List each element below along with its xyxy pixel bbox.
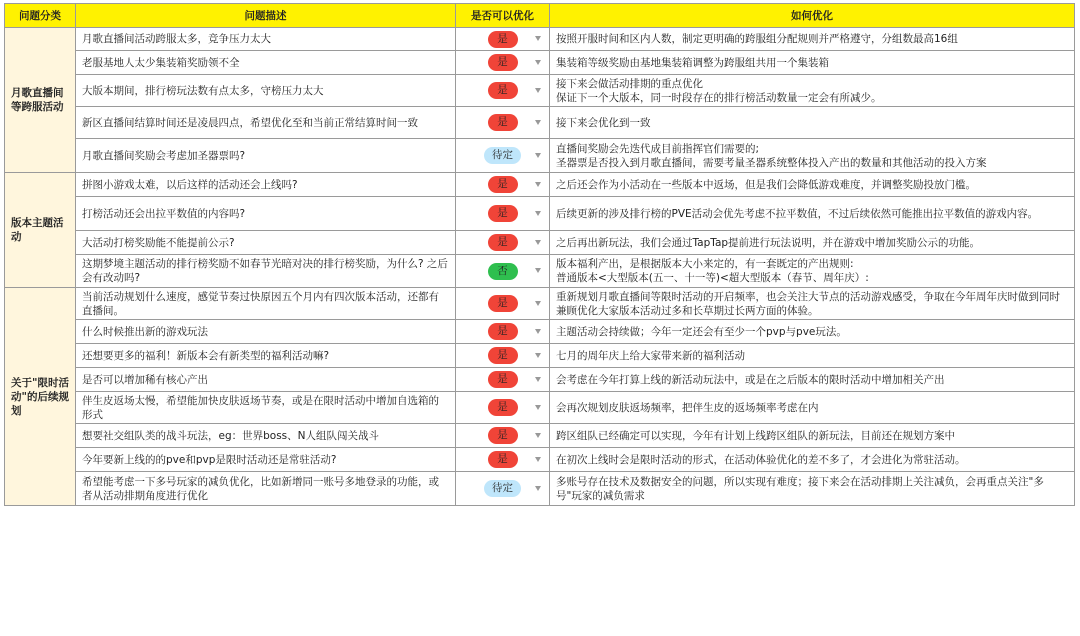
description-cell[interactable]: 还想要更多的福利！新版本会有新类型的福利活动嘛? bbox=[76, 344, 456, 368]
optimizable-dropdown[interactable] bbox=[456, 320, 550, 344]
category-cell[interactable]: 版本主题活动 bbox=[5, 173, 76, 288]
table-row bbox=[5, 231, 1075, 255]
table-row bbox=[5, 288, 1075, 320]
description-cell[interactable]: 想要社交组队类的战斗玩法，eg：世界boss、N人组队闯关战斗 bbox=[76, 424, 456, 448]
description-cell[interactable]: 月歌直播间奖励会考虑加圣器票吗? bbox=[76, 139, 456, 173]
table-row bbox=[5, 51, 1075, 75]
optimizable-dropdown[interactable] bbox=[456, 197, 550, 231]
chevron-down-icon[interactable] bbox=[535, 433, 541, 438]
table-row bbox=[5, 197, 1075, 231]
chevron-down-icon[interactable] bbox=[535, 353, 541, 358]
description-cell[interactable]: 大活动打榜奖励能不能提前公示? bbox=[76, 231, 456, 255]
header-description[interactable]: 问题描述 bbox=[76, 4, 456, 28]
status-badge: 是 bbox=[488, 31, 518, 48]
solution-cell[interactable]: 之后还会作为小活动在一些版本中返场，但是我们会降低游戏难度，并调整奖励投放门槛。 bbox=[550, 173, 1075, 197]
solution-cell[interactable]: 跨区组队已经确定可以实现，今年有计划上线跨区组队的新玩法，目前还在规划方案中 bbox=[550, 424, 1075, 448]
table-row bbox=[5, 28, 1075, 51]
status-badge: 否 bbox=[488, 263, 518, 280]
description-cell[interactable]: 什么时候推出新的游戏玩法 bbox=[76, 320, 456, 344]
solution-cell[interactable]: 主题活动会持续做；今年一定还会有至少一个pvp与pve玩法。 bbox=[550, 320, 1075, 344]
solution-cell[interactable]: 在初次上线时会是限时活动的形式，在活动体验优化的差不多了，才会进化为常驻活动。 bbox=[550, 448, 1075, 472]
description-cell[interactable]: 老服基地人太少集装箱奖励领不全 bbox=[76, 51, 456, 75]
status-badge: 是 bbox=[488, 205, 518, 222]
chevron-down-icon[interactable] bbox=[535, 60, 541, 65]
solution-cell[interactable]: 接下来会做活动排期的重点优化 保证下一个大版本，同一时段存在的排行榜活动数量一定会有所减少。 bbox=[550, 75, 1075, 107]
table-row bbox=[5, 139, 1075, 173]
optimizable-dropdown[interactable] bbox=[456, 75, 550, 107]
chevron-down-icon[interactable] bbox=[535, 405, 541, 410]
chevron-down-icon[interactable] bbox=[535, 240, 541, 245]
status-badge: 是 bbox=[488, 323, 518, 340]
chevron-down-icon[interactable] bbox=[535, 120, 541, 125]
optimizable-dropdown[interactable] bbox=[456, 139, 550, 173]
description-cell[interactable]: 伴生皮返场太慢，希望能加快皮肤返场节奏，或是在限时活动中增加自选箱的形式 bbox=[76, 392, 456, 424]
optimizable-dropdown[interactable] bbox=[456, 255, 550, 288]
chevron-down-icon[interactable] bbox=[535, 268, 541, 273]
solution-cell[interactable]: 会再次规划皮肤返场频率，把伴生皮的返场频率考虑在内 bbox=[550, 392, 1075, 424]
optimizable-dropdown[interactable] bbox=[456, 107, 550, 139]
status-badge: 是 bbox=[488, 114, 518, 131]
description-cell[interactable]: 希望能考虑一下多号玩家的减负优化，比如新增同一账号多地登录的功能，或者从活动排期角度进行优化 bbox=[76, 472, 456, 506]
status-badge: 是 bbox=[488, 371, 518, 388]
header-category[interactable]: 问题分类 bbox=[5, 4, 76, 28]
description-cell[interactable]: 拼图小游戏太难，以后这样的活动还会上线吗? bbox=[76, 173, 456, 197]
optimizable-dropdown[interactable] bbox=[456, 392, 550, 424]
table-row bbox=[5, 448, 1075, 472]
optimizable-dropdown[interactable] bbox=[456, 51, 550, 75]
optimizable-dropdown[interactable] bbox=[456, 424, 550, 448]
description-cell[interactable]: 今年要新上线的的pve和pvp是限时活动还是常驻活动? bbox=[76, 448, 456, 472]
feedback-table bbox=[4, 3, 1075, 506]
table-row bbox=[5, 392, 1075, 424]
description-cell[interactable]: 新区直播间结算时间还是凌晨四点，希望优化至和当前正常结算时间一致 bbox=[76, 107, 456, 139]
status-badge: 是 bbox=[488, 399, 518, 416]
table-row bbox=[5, 424, 1075, 448]
description-cell[interactable]: 打榜活动还会出拉平数值的内容吗? bbox=[76, 197, 456, 231]
chevron-down-icon[interactable] bbox=[535, 486, 541, 491]
table-row bbox=[5, 344, 1075, 368]
solution-cell[interactable]: 七月的周年庆上给大家带来新的福利活动 bbox=[550, 344, 1075, 368]
solution-cell[interactable]: 后续更新的涉及排行榜的PVE活动会优先考虑不拉平数值，不过后续依然可能推出拉平数值的游戏内容。 bbox=[550, 197, 1075, 231]
optimizable-dropdown[interactable] bbox=[456, 448, 550, 472]
category-cell[interactable]: 月歌直播间等跨服活动 bbox=[5, 28, 76, 173]
chevron-down-icon[interactable] bbox=[535, 457, 541, 462]
chevron-down-icon[interactable] bbox=[535, 36, 541, 41]
chevron-down-icon[interactable] bbox=[535, 301, 541, 306]
solution-cell[interactable]: 版本福利产出，是根据版本大小来定的，有一套既定的产出规则: 普通版本<大型版本(五一、十一等)<超大型版本（春节、周年庆）: bbox=[550, 255, 1075, 288]
status-badge: 是 bbox=[488, 82, 518, 99]
optimizable-dropdown[interactable] bbox=[456, 344, 550, 368]
table-row bbox=[5, 173, 1075, 197]
solution-cell[interactable]: 按照开服时间和区内人数，制定更明确的跨服组分配规则并严格遵守，分组数最高16组 bbox=[550, 28, 1075, 51]
status-badge: 待定 bbox=[484, 147, 521, 164]
solution-cell[interactable]: 接下来会优化到一致 bbox=[550, 107, 1075, 139]
description-cell[interactable]: 大版本期间，排行榜玩法数有点太多，守榜压力太大 bbox=[76, 75, 456, 107]
optimizable-dropdown[interactable] bbox=[456, 368, 550, 392]
chevron-down-icon[interactable] bbox=[535, 182, 541, 187]
optimizable-dropdown[interactable] bbox=[456, 28, 550, 51]
optimizable-dropdown[interactable] bbox=[456, 173, 550, 197]
optimizable-dropdown[interactable] bbox=[456, 472, 550, 506]
description-cell[interactable]: 这期梦境主题活动的排行榜奖励不如春节光暗对决的排行榜奖励，为什么? 之后会有改动吗? bbox=[76, 255, 456, 288]
table-row bbox=[5, 75, 1075, 107]
description-cell[interactable]: 当前活动规划什么速度，感觉节奏过快原因五个月内有四次版本活动，还都有直播间。 bbox=[76, 288, 456, 320]
header-how[interactable]: 如何优化 bbox=[550, 4, 1075, 28]
solution-cell[interactable]: 之后再出新玩法，我们会通过TapTap提前进行玩法说明，并在游戏中增加奖励公示的功能。 bbox=[550, 231, 1075, 255]
header-optimizable[interactable]: 是否可以优化 bbox=[456, 4, 550, 28]
solution-cell[interactable]: 重新规划月歌直播间等限时活动的开启频率，也会关注大节点的活动游戏感受，争取在今年周年庆时做到同时兼顾优化大家版本活动过多和长草期过长两方面的体验。 bbox=[550, 288, 1075, 320]
chevron-down-icon[interactable] bbox=[535, 377, 541, 382]
solution-cell[interactable]: 直播间奖励会先迭代成目前指挥官们需要的; 圣器票是否投入到月歌直播间，需要考量圣器系统整体投入产出的数量和其他活动的投入方案 bbox=[550, 139, 1075, 173]
status-badge: 是 bbox=[488, 451, 518, 468]
chevron-down-icon[interactable] bbox=[535, 88, 541, 93]
table-row bbox=[5, 368, 1075, 392]
status-badge: 是 bbox=[488, 54, 518, 71]
category-cell[interactable]: 关于"限时活动"的后续规划 bbox=[5, 288, 76, 506]
chevron-down-icon[interactable] bbox=[535, 329, 541, 334]
chevron-down-icon[interactable] bbox=[535, 153, 541, 158]
status-badge: 是 bbox=[488, 234, 518, 251]
solution-cell[interactable]: 会考虑在今年打算上线的新活动玩法中，或是在之后版本的限时活动中增加相关产出 bbox=[550, 368, 1075, 392]
solution-cell[interactable]: 多账号存在技术及数据安全的问题，所以实现有难度；接下来会在活动排期上关注减负，会再重点关注"多号"玩家的减负需求 bbox=[550, 472, 1075, 506]
status-badge: 待定 bbox=[484, 480, 521, 497]
status-badge: 是 bbox=[488, 295, 518, 312]
chevron-down-icon[interactable] bbox=[535, 211, 541, 216]
description-cell[interactable]: 是否可以增加稀有核心产出 bbox=[76, 368, 456, 392]
table-row bbox=[5, 107, 1075, 139]
header-row bbox=[5, 4, 1075, 28]
solution-cell[interactable]: 集装箱等级奖励由基地集装箱调整为跨服组共用一个集装箱 bbox=[550, 51, 1075, 75]
description-cell[interactable]: 月歌直播间活动跨服太多，竞争压力太大 bbox=[76, 28, 456, 51]
table-row bbox=[5, 472, 1075, 506]
optimizable-dropdown[interactable] bbox=[456, 231, 550, 255]
status-badge: 是 bbox=[488, 176, 518, 193]
table-row bbox=[5, 255, 1075, 288]
table-row bbox=[5, 320, 1075, 344]
status-badge: 是 bbox=[488, 427, 518, 444]
status-badge: 是 bbox=[488, 347, 518, 364]
optimizable-dropdown[interactable] bbox=[456, 288, 550, 320]
